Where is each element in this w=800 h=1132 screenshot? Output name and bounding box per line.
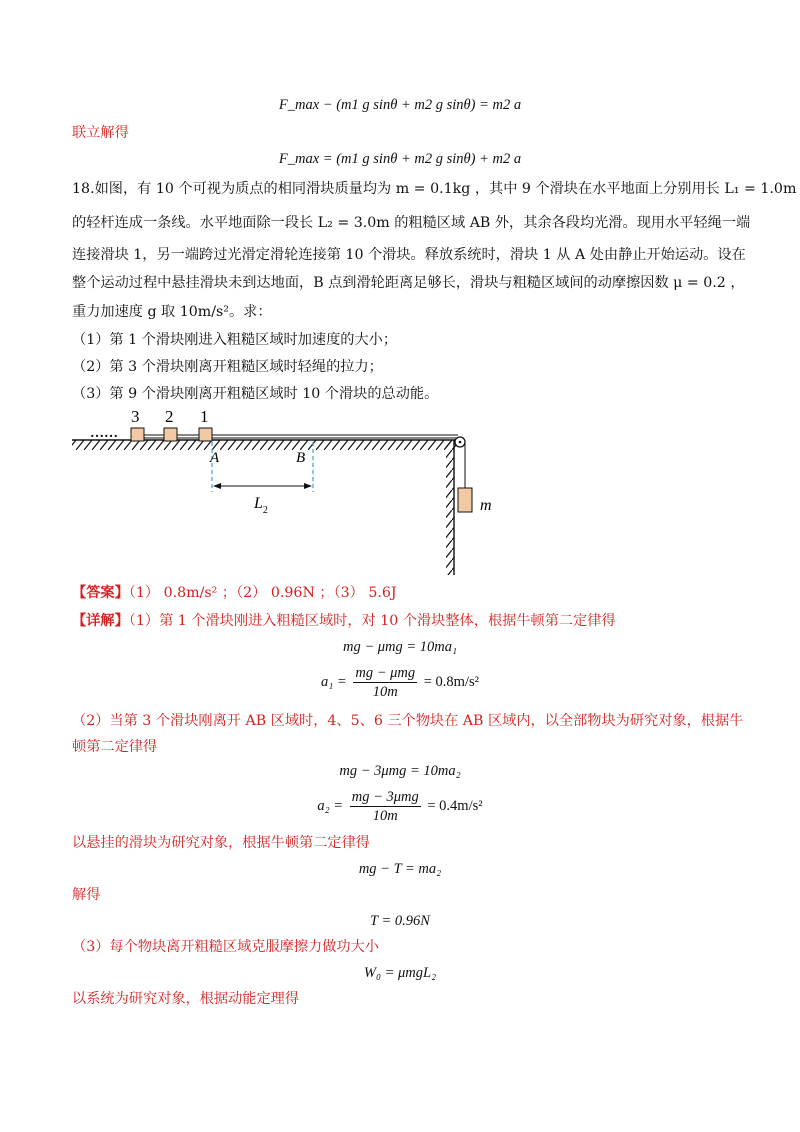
point-b-label: B [296, 450, 306, 466]
equation-6: T = 0.96N [370, 913, 430, 929]
detail-tag: 【详解】 [72, 613, 129, 629]
hanging-mass-label: m [480, 497, 492, 514]
detail-p2b: 顿第二定律得 [72, 739, 158, 755]
hanging-block [458, 488, 472, 512]
equation-2-denominator: 10m [372, 684, 398, 700]
detail-p6: 以系统为研究对象，根据动能定理得 [72, 991, 300, 1007]
length-label: $L_2$ [254, 495, 268, 516]
equation-1: mg − μmg = 10ma₁ [342, 639, 458, 655]
equation-3: mg − 3μmg = 10ma₂ [339, 763, 461, 779]
equation-fmax-2: F_max = (m1 g sinθ + m2 g sinθ) + m2 a [278, 151, 522, 167]
equation-2-numerator: mg − μmg [355, 665, 416, 681]
detail-p1: （1）第 1 个滑块刚进入粗糙区域时，对 10 个滑块整体，根据牛顿第二定律得 [128, 613, 616, 629]
table-edge-hatching [446, 440, 454, 575]
equation-fmax-1: F_max − (m1 g sinθ + m2 g sinθ) = m2 a [278, 97, 522, 113]
answer-line [72, 582, 737, 604]
block-3 [131, 428, 144, 441]
equation-5: mg − T = ma₂ [358, 861, 442, 877]
problem-line-2: 的轻杆连成一条线。水平地面除一段长 L₂ = 3.0m 的粗糙区域 AB 外，其余各段均光滑。现用水平轻绳一端 [72, 215, 751, 231]
equation-2 [0, 664, 800, 701]
ground-hatching [72, 440, 460, 450]
equation-2-fraction [353, 664, 417, 701]
pulley-axle [459, 441, 462, 444]
problem-line-1: 18.如图，有 10 个可视为质点的相同滑块质量均为 m = 0.1kg ，其中 9 个滑块在水平地面上分别用长 L₁ = 1.0m [72, 181, 797, 197]
point-a-label: A [210, 450, 220, 466]
question-2: （2）第 3 个滑块刚离开粗糙区域时轻绳的拉力； [72, 359, 383, 375]
detail-line-1 [72, 610, 737, 632]
answer-text: （1） 0.8m/s² ；（2） 0.96N ；（3） 5.6J [128, 585, 397, 601]
block-1 [199, 428, 212, 441]
slider-diagram [60, 400, 500, 575]
arrow-head-right [304, 483, 312, 489]
problem-line-4: 整个运动过程中悬挂滑块未到达地面，B 点到滑轮距离足够长，滑块与粗糙区域间的动摩擦因数 μ = 0.2 ， [72, 275, 745, 291]
block-2-label: 2 [165, 407, 174, 426]
answer-tag: 【答案】 [72, 585, 129, 601]
equation-4-lhs: a₂ = [317, 797, 344, 814]
problem-line-5: 重力加速度 g 取 10m/s²。求： [72, 304, 272, 320]
block-3-label: 3 [131, 407, 140, 426]
block-1-label: 1 [200, 407, 209, 426]
detail-p3: 以悬挂的滑块为研究对象，根据牛顿第二定律得 [72, 835, 370, 851]
detail-p2a: （2）当第 3 个滑块刚离开 AB 区域时，4、5、6 三个物块在 AB 区域内，以全部物块为研究对象，根据牛 [72, 713, 744, 729]
equation-4-denominator: 10m [372, 808, 398, 824]
joint-solve-text: 联立解得 [72, 125, 129, 141]
detail-p5: （3）每个物块离开粗糙区域克服摩擦力做功大小 [72, 939, 379, 955]
equation-7: W₀ = μmgL₂ [363, 965, 437, 981]
arrow-head-left [213, 483, 221, 489]
equation-2-lhs: a₁ = [321, 673, 347, 690]
equation-4-fraction [350, 788, 421, 825]
equation-4-rhs: = 0.4m/s² [427, 797, 483, 814]
question-1: （1）第 1 个滑块刚进入粗糙区域时加速度的大小； [72, 332, 398, 348]
equation-4 [0, 788, 800, 825]
equation-2-rhs: = 0.8m/s² [423, 673, 479, 690]
question-3: （3）第 9 个滑块刚离开粗糙区域时 10 个滑块的总动能。 [72, 386, 439, 402]
detail-p4: 解得 [72, 887, 101, 903]
dots-label: …… [90, 426, 118, 441]
problem-line-3: 连接滑块 1，另一端跨过光滑定滑轮连接第 10 个滑块。释放系统时，滑块 1 从 A 处由静止开始运动。设在 [72, 247, 746, 263]
equation-4-numerator: mg − 3μmg [351, 789, 419, 805]
block-2 [164, 428, 177, 441]
